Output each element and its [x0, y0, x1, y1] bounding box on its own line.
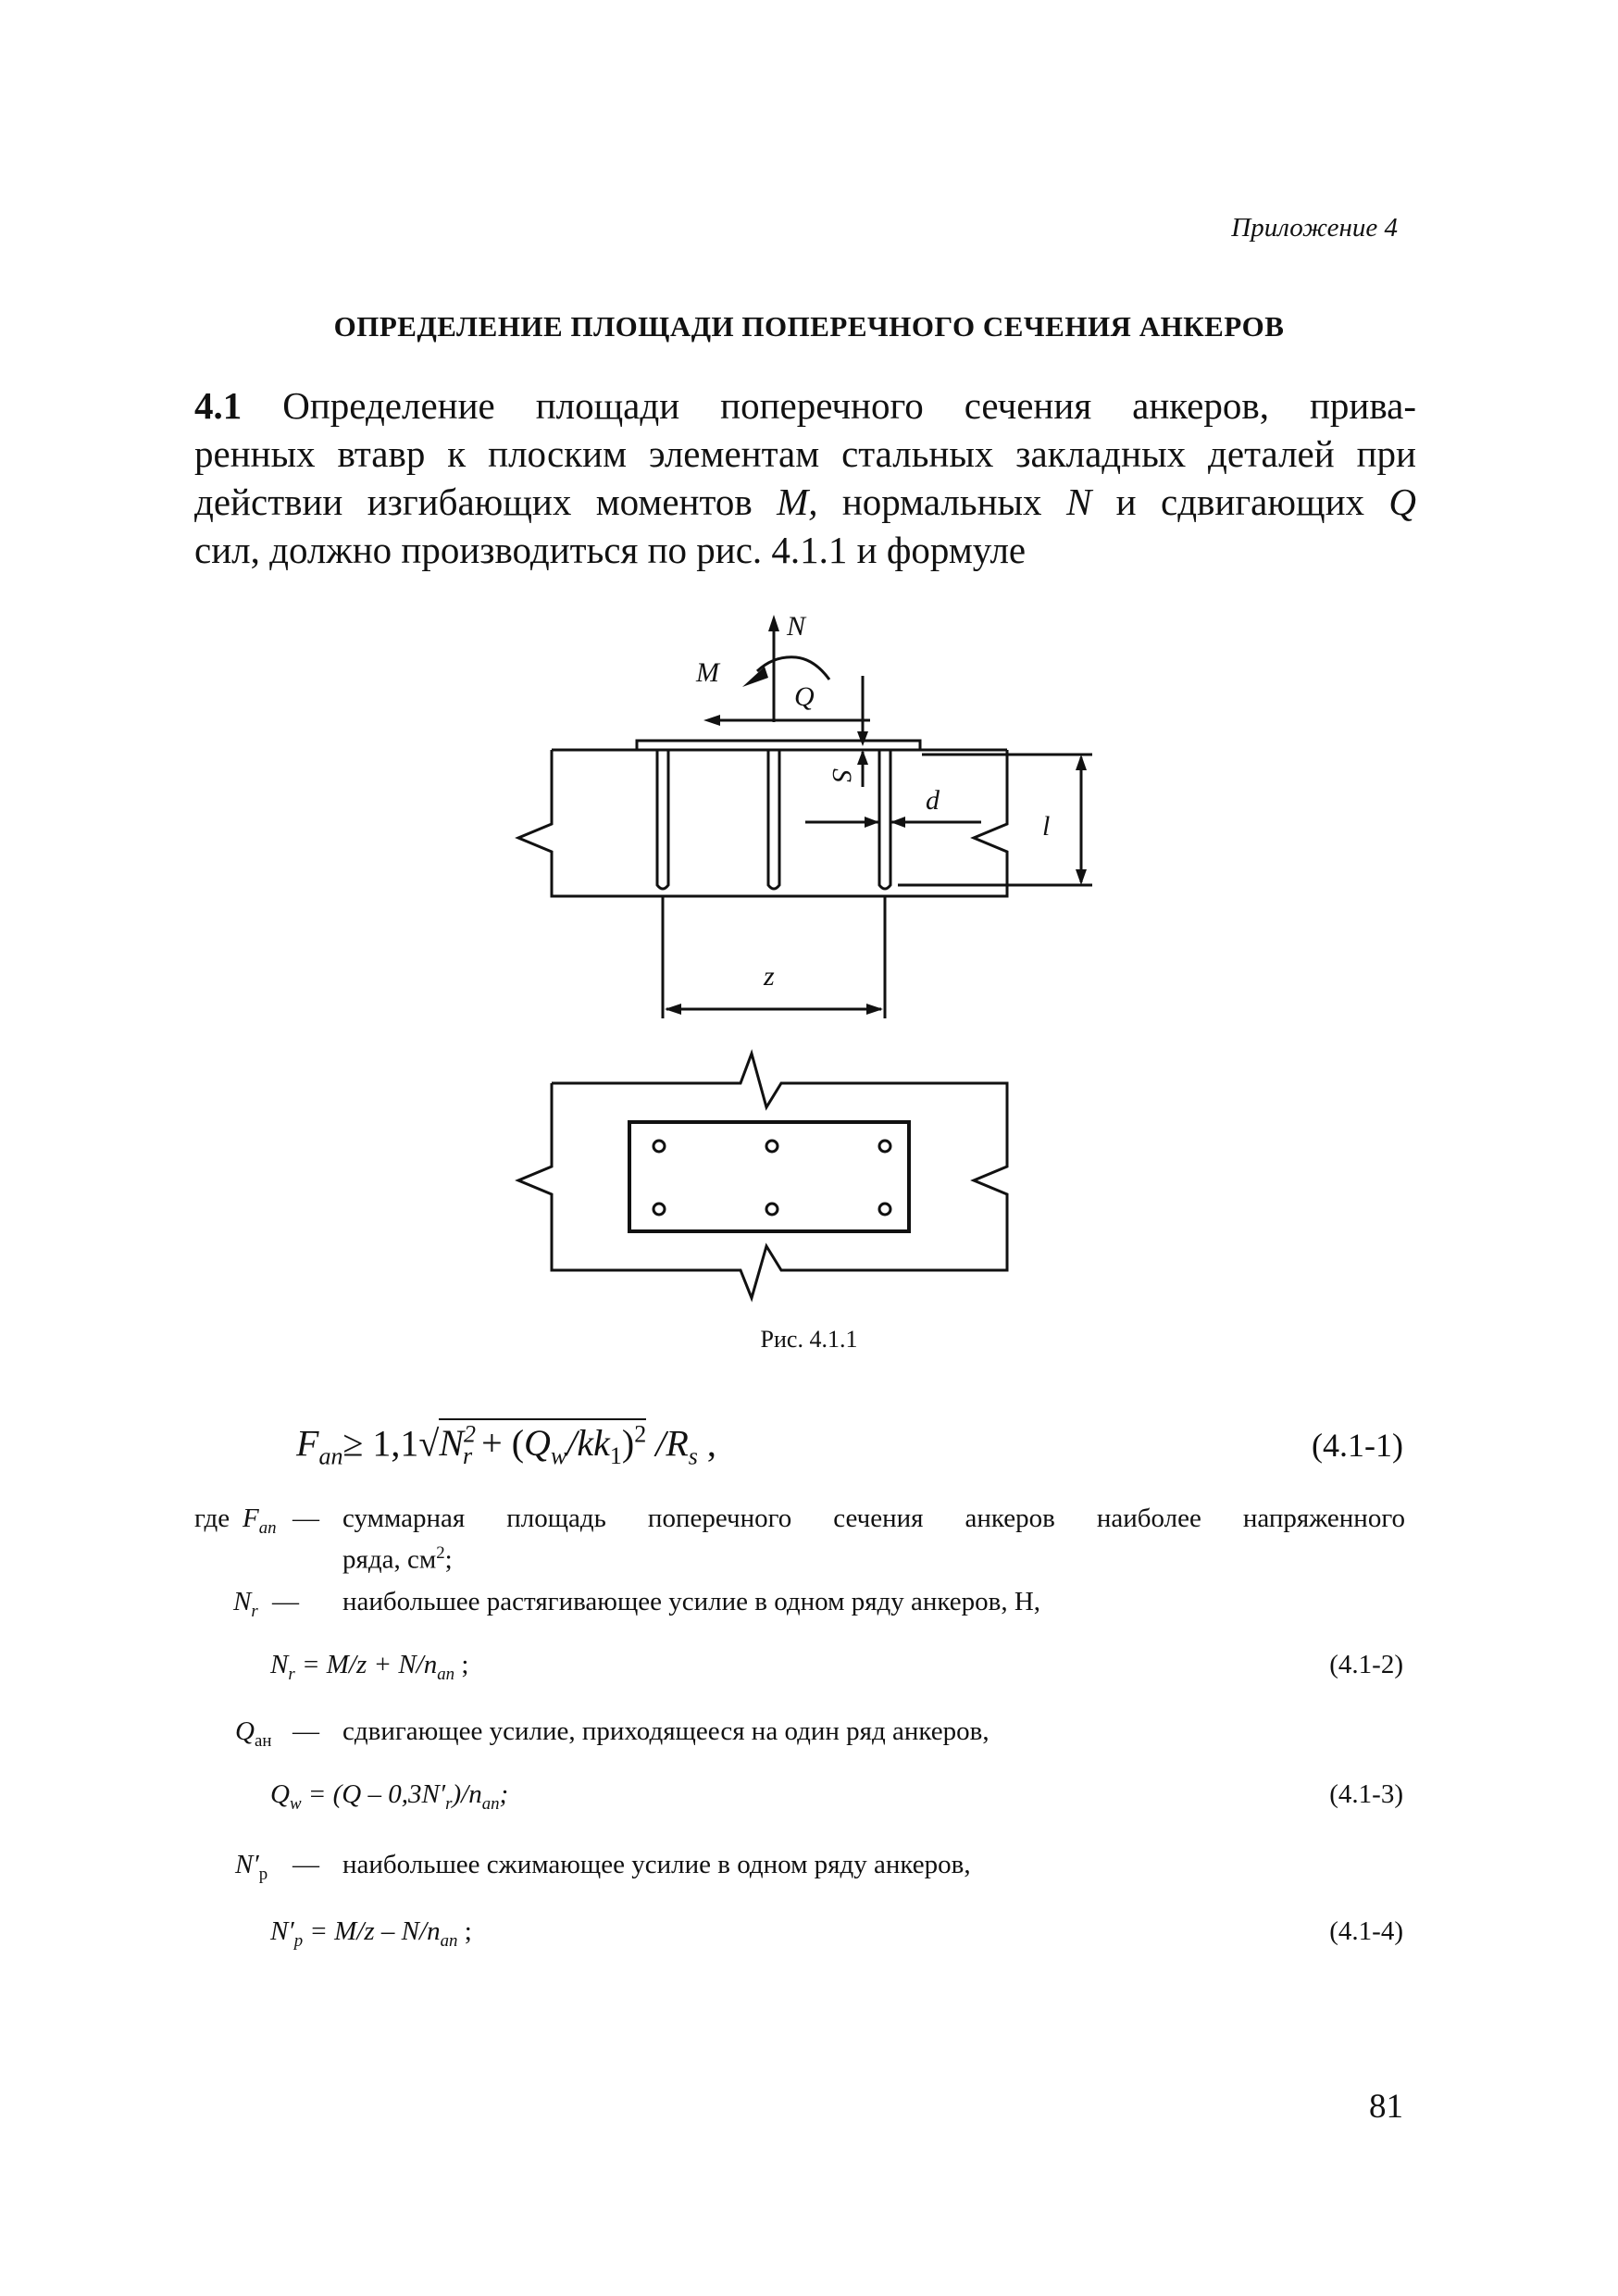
sqrt-sign: √ — [418, 1422, 440, 1465]
eq3-body-a: = (Q – 0,3N′ — [301, 1779, 446, 1809]
eq1-close-sup: 2 — [634, 1421, 647, 1448]
intro-line-3-a: действии изгибающих моментов — [194, 480, 778, 523]
eq1-rel: ≥ 1,1 — [342, 1422, 419, 1465]
sqrt-content — [439, 1418, 647, 1470]
eq1-Q: Q — [524, 1422, 551, 1465]
label-z: z — [764, 961, 775, 992]
intro-line-1 — [194, 381, 1416, 430]
eq1-plus: + ( — [472, 1422, 525, 1465]
eq3-body-b: )/n — [452, 1779, 482, 1809]
bolt-hole — [653, 1141, 665, 1152]
eq1-tail: , — [697, 1422, 716, 1465]
def-Np-symbol — [235, 1848, 268, 1891]
eq1-N: N — [439, 1422, 465, 1465]
intro-paragraph — [194, 381, 1416, 574]
appendix-label: Приложение 4 — [1231, 213, 1398, 243]
bolt-hole — [879, 1141, 890, 1152]
intro-line-3-c: и сдвигающих — [1091, 480, 1389, 523]
symbol-M: M, — [777, 480, 818, 523]
def-Qan-sub: ан — [254, 1730, 272, 1751]
label-S: S — [827, 768, 857, 782]
intro-line-3-b: нормальных — [817, 480, 1066, 523]
symbol-N: N — [1065, 480, 1092, 523]
anchor-3 — [879, 750, 890, 889]
moment-M-arc — [757, 657, 829, 680]
intro-line-4: сил, должно производиться по рис. 4.1.1 и формуле — [194, 529, 1027, 571]
label-N: N — [787, 611, 806, 642]
bolt-hole — [766, 1204, 778, 1215]
equation-4-1-3 — [270, 1779, 508, 1815]
eq3-n-sub: an — [481, 1793, 500, 1814]
intro-line-3 — [194, 478, 1416, 526]
page-number: 81 — [1369, 2088, 1403, 2126]
eq3-lhs-sub: w — [289, 1793, 302, 1814]
concrete-plan-outline — [518, 1054, 1007, 1298]
label-M: M — [696, 657, 719, 688]
bolt-hole — [653, 1204, 665, 1215]
eq2-lhs: N — [270, 1650, 289, 1679]
section-number: 4.1 — [194, 384, 243, 427]
eq4-lhs-sub: p — [293, 1930, 304, 1951]
eq1-N-sub: r — [463, 1442, 473, 1470]
def-Nr-dash: — — [272, 1587, 299, 1616]
eq3-lhs: Q — [270, 1779, 290, 1809]
equation-4-1-2 — [270, 1650, 468, 1685]
def-Fan-F: F — [243, 1504, 259, 1533]
def-Fan-text-2-a: ряда, см — [342, 1544, 437, 1575]
page-title: ОПРЕДЕЛЕНИЕ ПЛОЩАДИ ПОПЕРЕЧНОГО СЕЧЕНИЯ АНКЕРОВ — [333, 310, 1285, 343]
equation-4-1-4-number: (4.1-4) — [1329, 1916, 1403, 1946]
def-Fan-sub: an — [258, 1517, 277, 1538]
eq3-tail: ; — [499, 1779, 509, 1809]
eq2-lhs-sub: r — [288, 1664, 295, 1684]
equation-4-1-1 — [296, 1421, 716, 1470]
label-l: l — [1042, 811, 1051, 842]
def-Np-dash: — — [292, 1850, 319, 1879]
anchor-figure — [500, 602, 1148, 1305]
def-Qan-text: сдвигающее усилие, приходящееся на один ряд анкеров, — [342, 1716, 989, 1746]
label-Q: Q — [794, 681, 815, 712]
def-Nr-symbol — [233, 1585, 258, 1628]
def-Np-N: N′ — [235, 1850, 259, 1879]
def-where: где — [194, 1504, 230, 1533]
def-Fan-symbol — [243, 1502, 277, 1545]
eq1-N-sup: 2 — [464, 1421, 477, 1448]
eq4-body: = M/z – N/n — [303, 1916, 441, 1946]
def-Fan-sup: 2 — [436, 1543, 445, 1563]
intro-line-1-text: Определение площади поперечного сечения анкеров, прива- — [282, 384, 1417, 427]
eq2-tail: ; — [454, 1650, 469, 1679]
eq1-rs: /R — [646, 1422, 689, 1465]
eq1-k-sub: 1 — [609, 1442, 622, 1470]
def-Fan-semi: ; — [444, 1544, 453, 1575]
bolt-hole — [766, 1141, 778, 1152]
def-Nr-N: N — [233, 1587, 252, 1616]
eq4-n-sub: an — [440, 1930, 458, 1951]
eq3-r-sub: r — [445, 1793, 453, 1814]
symbol-Q: Q — [1388, 480, 1416, 523]
def-Np-sub: р — [258, 1864, 268, 1884]
eq2-n-sub: an — [437, 1664, 455, 1684]
eq1-F-sub: an — [318, 1442, 343, 1470]
anchor-2 — [768, 750, 779, 889]
steel-plate — [637, 741, 920, 750]
def-Nr-sub: r — [251, 1601, 258, 1621]
bolt-hole — [879, 1204, 890, 1215]
def-Nr-text: наибольшее растягивающее усилие в одном ряду анкеров, Н, — [342, 1587, 1041, 1616]
equation-4-1-3-number: (4.1-3) — [1329, 1779, 1403, 1809]
anchor-1 — [657, 750, 668, 889]
eq1-rs-sub: s — [688, 1442, 698, 1470]
def-Np-text: наибольшее сжимающее усилие в одном ряду анкеров, — [342, 1850, 971, 1879]
label-d: d — [926, 785, 940, 816]
eq1-F: F — [296, 1422, 319, 1465]
def-Qan-dash: — — [292, 1716, 319, 1746]
intro-line-2: ренных втавр к плоским элементам стальных закладных деталей при — [194, 432, 1416, 475]
def-Qan-symbol — [235, 1715, 271, 1758]
eq4-lhs: N′ — [270, 1916, 294, 1946]
equation-4-1-2-number: (4.1-2) — [1329, 1650, 1403, 1679]
equation-4-1-1-number: (4.1-1) — [1312, 1427, 1403, 1464]
def-Fan-text-2 — [342, 1536, 453, 1578]
eq1-Q-sub: w — [550, 1442, 567, 1470]
def-Qan-Q: Q — [235, 1716, 255, 1746]
def-Fan-dash: — — [292, 1504, 319, 1533]
equation-4-1-4 — [270, 1916, 472, 1952]
eq1-close: ) — [621, 1422, 635, 1465]
eq4-tail: ; — [457, 1916, 472, 1946]
figure-caption: Рис. 4.1.1 — [760, 1326, 858, 1353]
eq1-kk: kk — [577, 1422, 610, 1465]
def-Fan-text: суммарная площадь поперечного сечения анкеров наиболее напряженного — [342, 1504, 1405, 1533]
eq1-div: / — [566, 1422, 578, 1465]
eq2-body: = M/z + N/n — [294, 1650, 438, 1679]
